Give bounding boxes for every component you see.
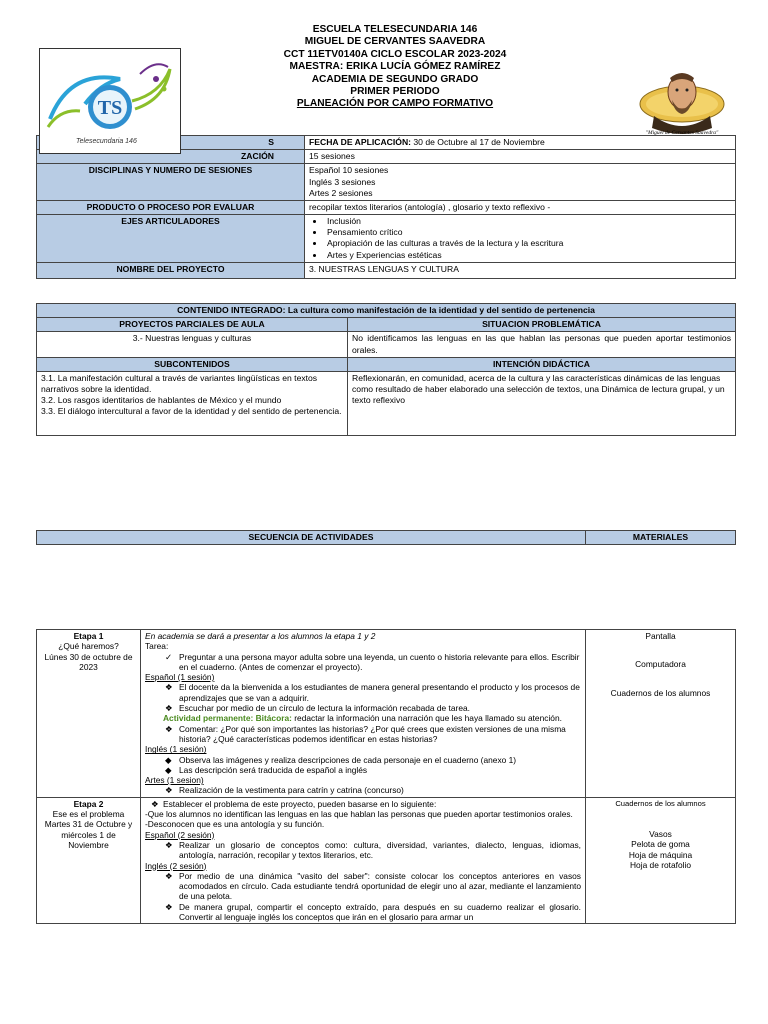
star-bullet-icon: ❖ (165, 682, 173, 693)
cervantes-portrait (620, 66, 742, 144)
integrated-content: CONTENIDO INTEGRADO: La cultura como manifestación de la identidad y del sentido de pertenencia (37, 304, 736, 318)
star-bullet-icon: ❖ (151, 798, 159, 809)
info-label: EJES ARTICULADORES (37, 215, 305, 263)
stage-2-materials: Cuadernos de los alumnos Vasos Pelota de goma Hoja de máquina Hoja de rotafolio (586, 797, 736, 924)
project-cell: 3.- Nuestras lenguas y culturas (37, 332, 348, 357)
info-value: FECHA DE APLICACIÓN: 30 de Octubre al 17 de Noviembre (305, 136, 736, 150)
info-label: PRODUCTO O PROCESO POR EVALUAR (37, 200, 305, 214)
list-item: • Apropiación de las culturas a través de la lectura y la escritura (325, 238, 731, 249)
star-bullet-icon: ❖ (165, 703, 173, 714)
info-label: S (37, 136, 305, 150)
header-line: MIGUEL DE CERVANTES SAAVEDRA (304, 36, 486, 48)
header-line: ACADEMIA DE SEGUNDO GRADO (311, 73, 479, 85)
info-value (305, 215, 736, 263)
info-label: DISCIPLINAS Y NUMERO DE SESIONES (37, 164, 305, 201)
content-table (36, 303, 736, 436)
info-value: Español 10 sesiones Inglés 3 sesiones Artes 2 sesiones (305, 164, 736, 201)
check-icon: ✓ (165, 651, 173, 662)
intent-cell: Reflexionarán, en comunidad, acerca de la cultura y las características dinámicas de las lenguas como resultado de haber elaborado una selección de textos, una Dinámica de lectura grupal, y un texto reflexivo (348, 371, 736, 435)
logo-caption: Telesecundaria 146 (76, 138, 137, 145)
sequence-header: SECUENCIA DE ACTIVIDADES (37, 531, 586, 545)
header-line: ESCUELA TELESECUNDARIA 146 (312, 24, 478, 35)
page-title: PLANEACIÓN POR CAMPO FORMATIVO (296, 98, 494, 110)
list-item: • Inclusión (325, 216, 731, 227)
star-bullet-icon: ❖ (165, 785, 173, 796)
info-label: ZACIÓN (37, 150, 305, 164)
list-item: • Pensamiento crítico (325, 227, 731, 238)
info-value: recopilar textos literarios (antología) , glosario y texto reflexivo - (305, 200, 736, 214)
diamond-bullet-icon: ◆ (165, 764, 172, 775)
activities-table (36, 629, 736, 924)
school-logo (39, 48, 181, 154)
portrait-caption: "Miguel de Cervantes Saavedra" (645, 130, 719, 136)
subject-label: Español (2 sesión) (145, 829, 215, 840)
subcontents-cell: 3.1. La manifestación cultural a través de variantes lingüísticas en textos narrativos sobre la identidad. 3.2. Los rasgos identitarios de hablantes de México y el mundo 3.3. El diálogo intercultural a favor de la identidad y del sentido de pertenencia. (37, 371, 348, 435)
stage-2-activities: ❖ Establecer el problema de este proyecto, pueden basarse en lo siguiente: -Que los alumnos no identifican las lenguas en las que hablan las personas que pueden aportar testimonios orales. -Desconocen que es una antología y su función. Español (2 sesión) ❖ Realizar un glosario de conceptos como: cultura, diversidad, variantes, dialecto, lenguas, idiomas, antología, narración, recopilar y textos literarios, etc. Inglés (2 sesión) ❖ Por medio de una dinámica "vasito del saber": consiste colocar los conceptos anteriores en vasos acomodados en círculo. Cada estudiante tendrá oportunidad de elegir uno al azar, mediante el lanzamiento de una pelota. ❖ De manera grupal, compartir el concepto extraído, para después en su cuaderno realizar el glosario. Convertir al lenguaje inglés los conceptos que irán en el glosario para armar un (141, 797, 586, 924)
situation-header: SITUACION PROBLEMÁTICA (348, 318, 736, 332)
stage-title: Etapa 1 (73, 631, 104, 641)
stage-1-activities: En academia se dará a presentar a los alumnos la etapa 1 y 2 Tarea: ✓ Preguntar a una persona mayor adulta sobre una leyenda, un cuento o historia relevante para ellos. Escribir en el cuaderno. (Antes de comenzar el proyecto). Español (1 sesión) ❖ El docente da la bienvenida a los estudiantes de manera general presentando el producto y los procesos de aprendizajes que se van a adquirir. ❖ Escuchar por medio de un círculo de lectura la información recabada de tarea. Actividad permanente: Bitácora: redactar la información una narración que les haya llamado su atención. ❖ Comentar: ¿Por qué son importantes las historias? ¿Por qué crees que existen versiones de una misma historia? ¿Qué características podemos identificar en estas historias? Inglés (1 sesión) ◆ Observa las imágenes y realiza descripciones de cada personaje en el cuaderno (anexo 1) ◆ Las descripción será traducida de español a inglés Artes (1 sesion) ❖ Realización de la vestimenta para catrín y catrina (concurso) (141, 630, 586, 798)
subject-label: Español (1 sesión) (145, 672, 215, 683)
stage-1-cell: Etapa 1 ¿Qué haremos? Lúnes 30 de octubre de 2023 (37, 630, 141, 798)
list-item: • Artes y Experiencias estéticas (325, 250, 731, 261)
star-bullet-icon: ❖ (165, 723, 173, 734)
info-label: NOMBRE DEL PROYECTO (37, 262, 305, 278)
subcontents-header: SUBCONTENIDOS (37, 357, 348, 371)
header-line: CCT 11ETV0140A CICLO ESCOLAR 2023-2024 (283, 48, 507, 60)
header-line: PRIMER PERIODO (350, 86, 440, 98)
info-value: 3. NUESTRAS LENGUAS Y CULTURA (305, 262, 736, 278)
materials-header: MATERIALES (586, 531, 736, 545)
projects-header: PROYECTOS PARCIALES DE AULA (37, 318, 348, 332)
diamond-bullet-icon: ◆ (165, 754, 172, 765)
star-bullet-icon: ❖ (165, 839, 173, 850)
info-value: 15 sesiones (305, 150, 736, 164)
stage-1-materials: Pantalla Computadora Cuadernos de los alumnos (586, 630, 736, 798)
stage-title: Etapa 2 (73, 798, 104, 809)
school-header (230, 24, 560, 111)
star-bullet-icon: ❖ (165, 870, 173, 881)
header-line: MAESTRA: ERIKA LUCÍA GÓMEZ RAMÍREZ (289, 61, 501, 73)
subject-label: Artes (1 sesion) (145, 775, 204, 786)
star-bullet-icon: ❖ (165, 901, 173, 912)
situation-cell: No identificamos las lenguas en las que hablan las personas que pueden aportar testimonios orales. (348, 332, 736, 357)
info-table (36, 135, 736, 279)
sequence-header-table (36, 530, 736, 545)
subject-label: Inglés (1 sesión) (145, 744, 207, 755)
stage-2-cell: Etapa 2 Ese es el problema Martes 31 de Octubre y miércoles 1 de Noviembre (37, 797, 141, 924)
intent-header: INTENCIÓN DIDÁCTICA (348, 357, 736, 371)
logo-initials: TS (97, 97, 123, 119)
subject-label: Inglés (2 sesión) (145, 860, 207, 871)
